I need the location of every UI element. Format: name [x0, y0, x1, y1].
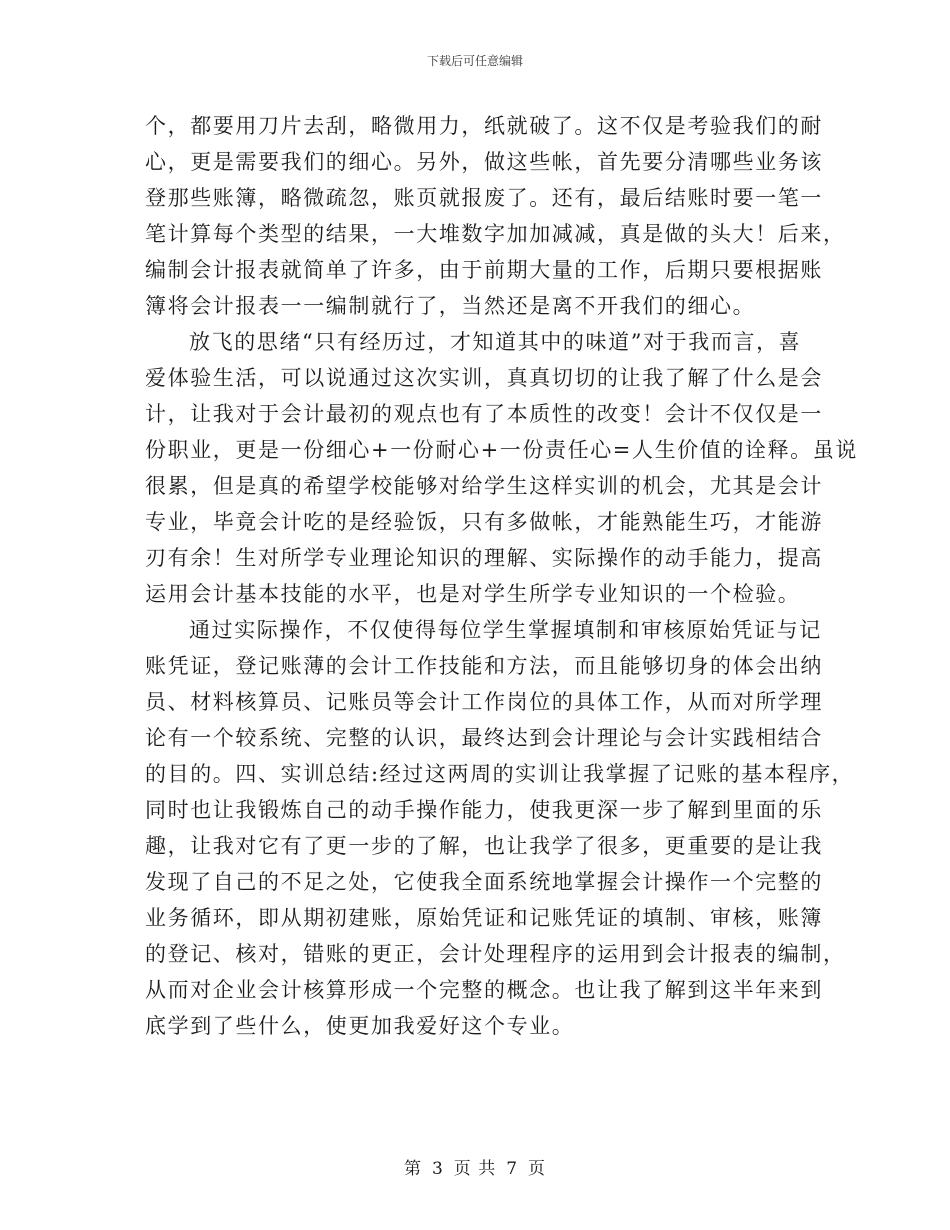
text-line: 计，让我对于会计最初的观点也有了本质性的改变！会计不仅仅是一 [145, 402, 823, 426]
text-line: 的登记、核对，错账的更正，会计处理程序的运用到会计报表的编制， [145, 942, 846, 966]
footer-prefix: 第 [403, 1159, 422, 1179]
paragraph-start-line: 放飞的思绪“只有经历过，才知道其中的味道”对于我而言，喜 [189, 330, 802, 354]
text-line: 论有一个较系统、完整的认识，最终达到会计理论与会计实践相结合 [145, 726, 823, 750]
text-line: 很累，但是真的希望学校能够对给学生这样实训的机会，尤其是会计 [145, 474, 823, 498]
page-number-footer [0, 1154, 950, 1179]
text-line: 专业，毕竟会计吃的是经验饭，只有多做帐，才能熟能生巧，才能游 [145, 510, 823, 534]
text-line: 同时也让我锻炼自己的动手操作能力，使我更深一步了解到里面的乐 [145, 798, 823, 822]
text-line: 业务循环，即从期初建账，原始凭证和记账凭证的填制、审核，账簿 [145, 906, 823, 930]
document-body [145, 108, 858, 1044]
text-line: 份职业，更是一份细心+一份耐心+一份责任心=人生价值的诠释。虽说 [145, 438, 858, 462]
text-line: 发现了自己的不足之处，它使我全面系统地掌握会计操作一个完整的 [145, 870, 823, 894]
text-line: 簿将会计报表一一编制就行了，当然还是离不开我们的细心。 [145, 294, 756, 318]
text-line: 笔计算每个类型的结果，一大堆数字加加减减，真是做的头大！后来， [145, 222, 846, 246]
text-line: 爱体验生活，可以说通过这次实训，真真切切的让我了解了什么是会 [145, 366, 823, 390]
text-line: 趣，让我对它有了更一步的了解，也让我学了很多，更重要的是让我 [145, 834, 823, 858]
page-header: 下载后可任意编辑 [426, 54, 523, 68]
footer-middle: 页 共 [453, 1159, 497, 1179]
text-line: 登那些账簿，略微疏忽，账页就报废了。还有，最后结账时要一笔一 [145, 186, 823, 210]
total-page-count: 7 [506, 1159, 519, 1179]
text-line: 编制会计报表就简单了许多，由于前期大量的工作，后期只要根据账 [145, 258, 823, 282]
text-line: 心，更是需要我们的细心。另外，做这些帐，首先要分清哪些业务该 [145, 150, 823, 174]
text-line: 底学到了些什么，使更加我爱好这个专业。 [145, 1014, 575, 1038]
text-line: 的目的。四、实训总结:经过这两周的实训让我掌握了记账的基本程序， [145, 762, 855, 786]
text-line: 员、材料核算员、记账员等会计工作岗位的具体工作，从而对所学理 [145, 690, 823, 714]
text-line: 运用会计基本技能的水平，也是对学生所学专业知识的一个检验。 [145, 582, 801, 606]
current-page-number: 3 [431, 1159, 444, 1179]
footer-suffix: 页 [528, 1159, 547, 1179]
text-line: 刃有余！生对所学专业理论知识的理解、实际操作的动手能力，提高 [145, 546, 823, 570]
text-line: 个，都要用刀片去刮，略微用力，纸就破了。这不仅是考验我们的耐 [145, 114, 823, 138]
text-line: 账凭证，登记账薄的会计工作技能和方法，而且能够切身的体会出纳 [145, 654, 823, 678]
text-line: 从而对企业会计核算形成一个完整的概念。也让我了解到这半年来到 [145, 978, 823, 1002]
paragraph-start-line: 通过实际操作，不仅使得每位学生掌握填制和审核原始凭证与记 [189, 618, 822, 642]
